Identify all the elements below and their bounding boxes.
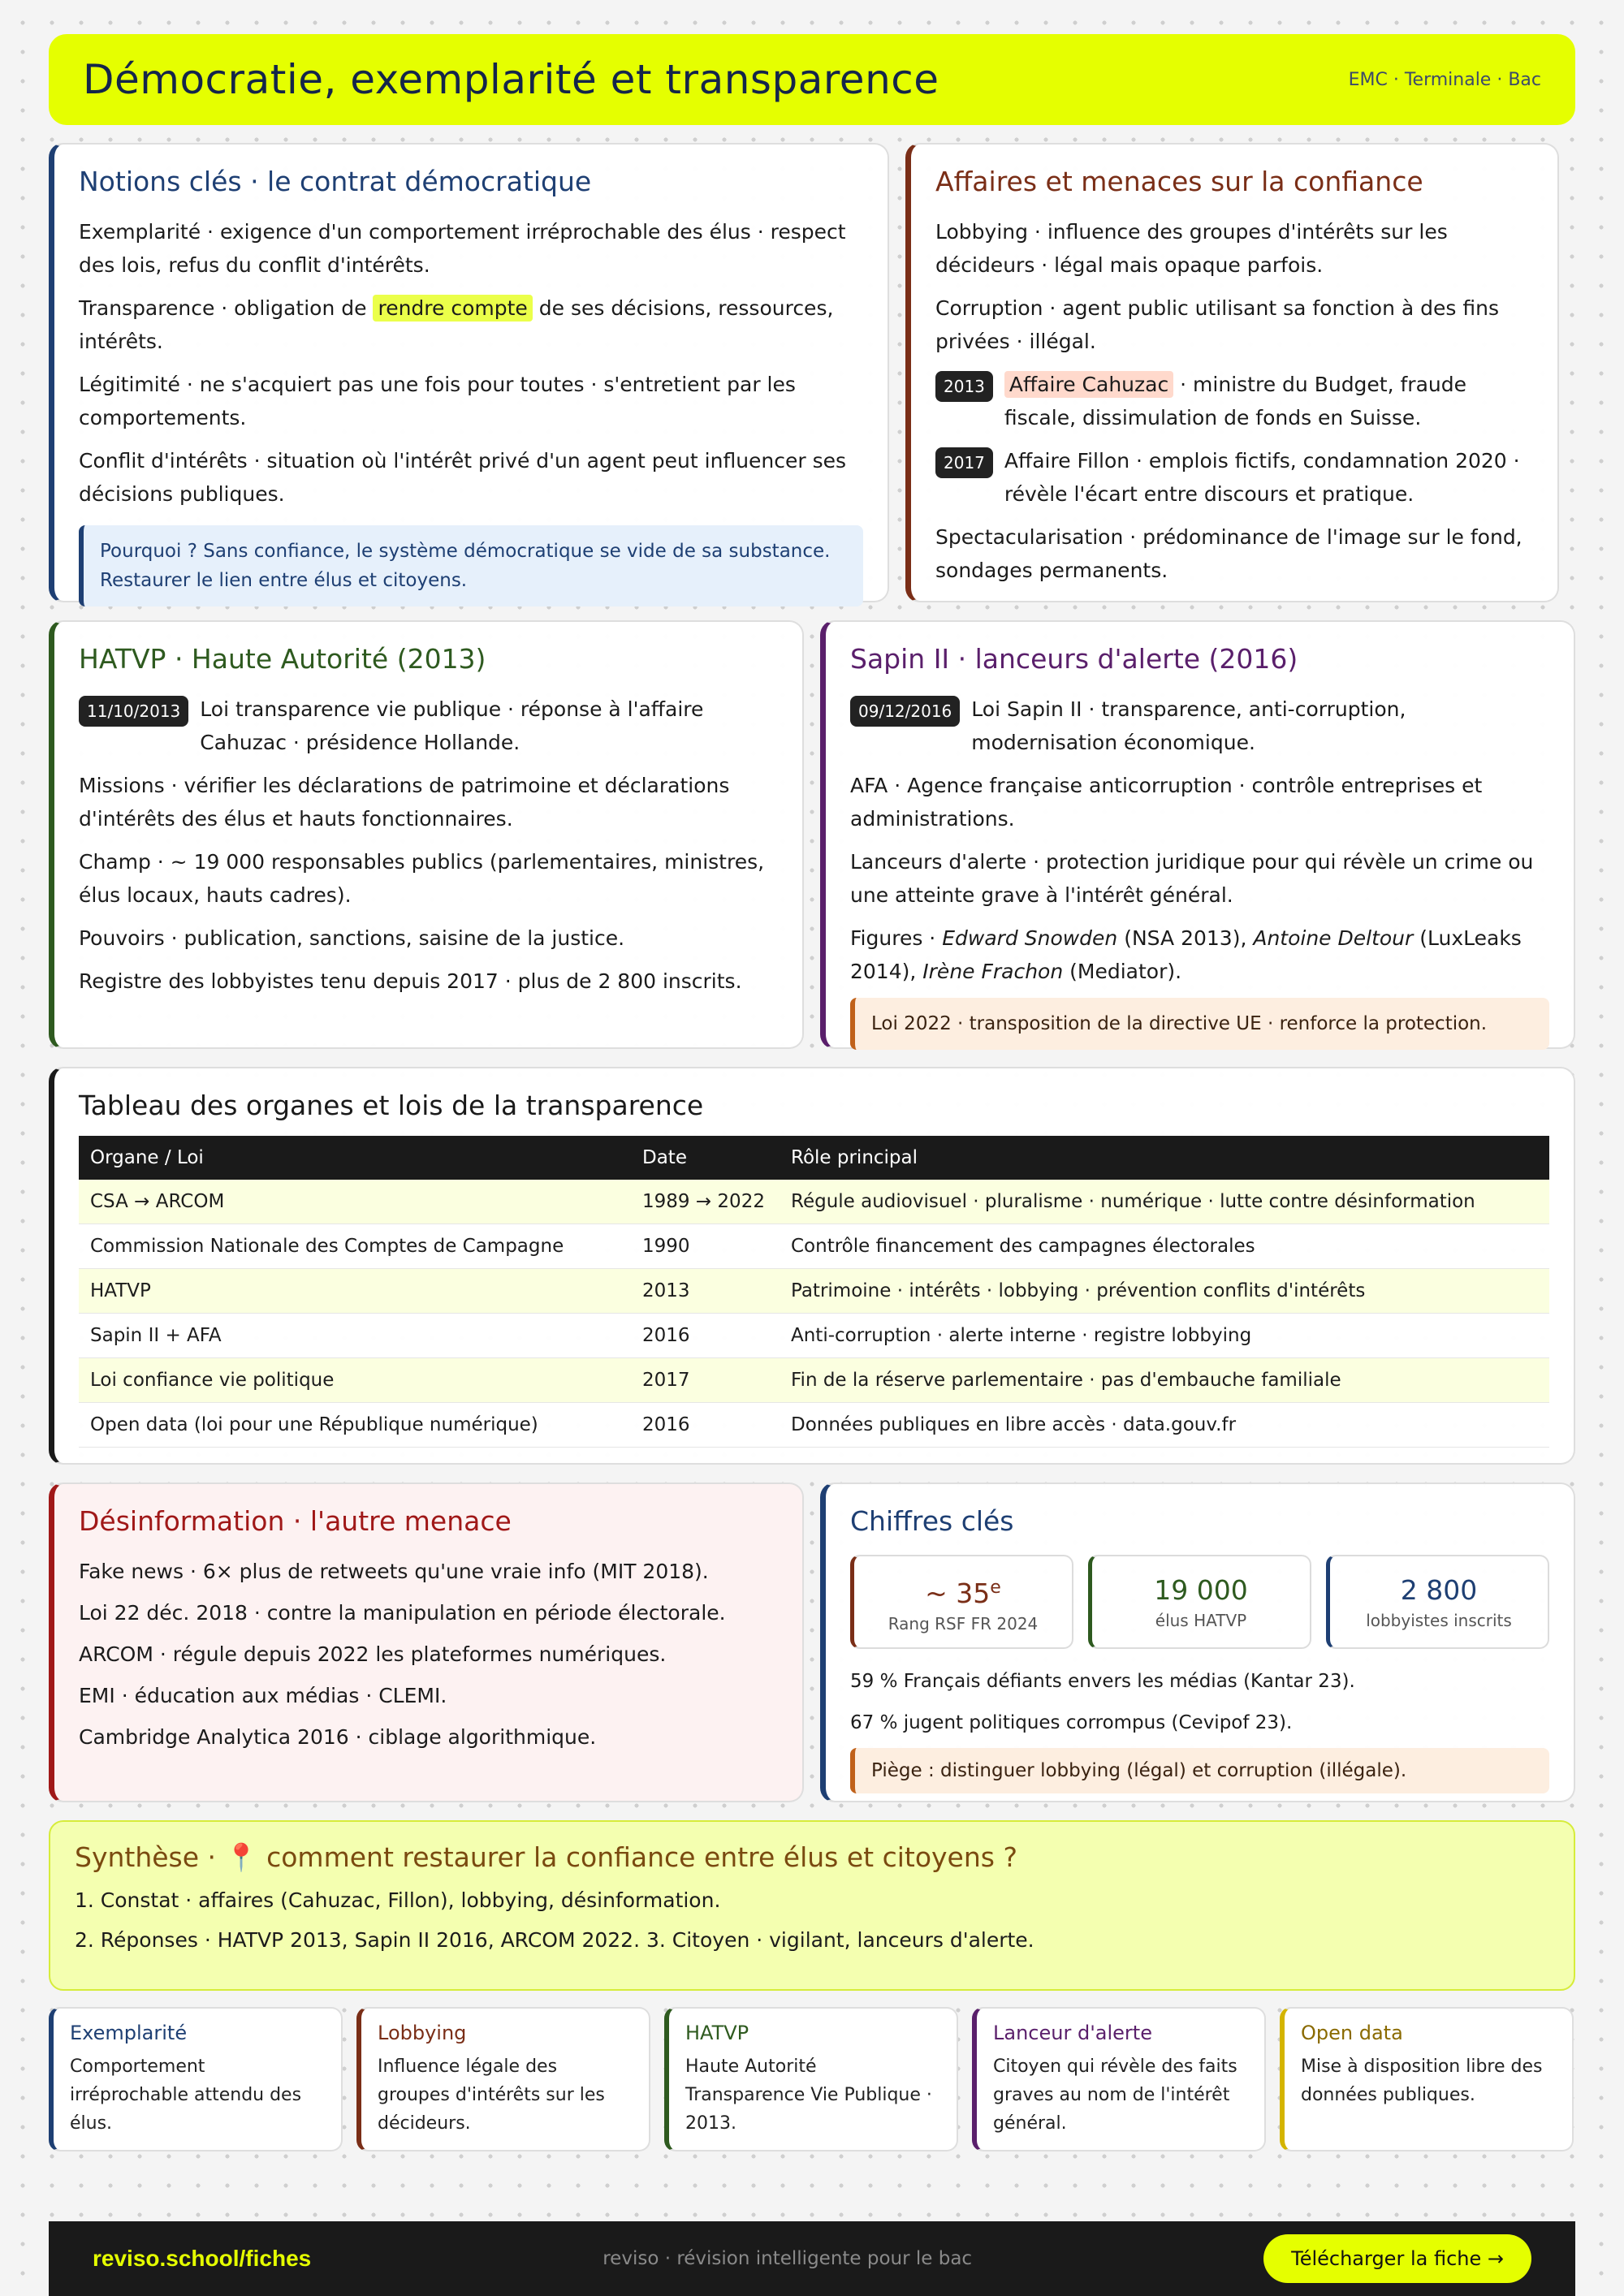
table-cell: Fin de la réserve parlementaire · pas d'embauche familiale xyxy=(780,1358,1549,1403)
table-cell: Sapin II + AFA xyxy=(79,1314,631,1358)
stat-line: 59 % Français défiants envers les médias (Kantar 23). xyxy=(850,1671,1355,1692)
page-header xyxy=(49,34,1575,125)
table-row xyxy=(79,1224,1549,1269)
table-cell: Contrôle financement des campagnes électorales xyxy=(780,1224,1549,1269)
hatvp-loi: 11/10/2013 Loi transparence vie publique · réponse à l'affaire Cahuzac · présidence Hollande. xyxy=(79,693,778,759)
stat-value: ~ 35 xyxy=(925,1577,991,1609)
table-cell: 2017 xyxy=(631,1358,780,1403)
stat-value: 19 000 xyxy=(1154,1574,1248,1606)
date-badge: 09/12/2016 xyxy=(850,696,960,727)
glossary-term: HATVP xyxy=(685,2022,749,2044)
column-header: Rôle principal xyxy=(791,1147,918,1168)
affaire-fillon: 2017 Affaire Fillon · emplois fictifs, condamnation 2020 · révèle l'écart entre discours et pratique. xyxy=(935,444,1533,511)
glossary-card xyxy=(1280,2007,1574,2151)
stat-line: 67 % jugent politiques corrompus (Cevipof 23). xyxy=(850,1712,1293,1733)
table-row xyxy=(79,1403,1549,1448)
glossary-term: Lanceur d'alerte xyxy=(993,2022,1152,2044)
table-row xyxy=(79,1180,1549,1224)
desinfo-item: Cambridge Analytica 2016 · ciblage algorithmique. xyxy=(79,1725,597,1749)
organes-table xyxy=(79,1136,1549,1448)
affaire-cahuzac: 2013 Affaire Cahuzac · ministre du Budget, fraude fiscale, dissimulation de fonds en Suisse. xyxy=(935,368,1533,434)
sapin-lanceurs: Lanceurs d'alerte · protection juridique pour qui révèle un crime ou une atteinte grave à l'intérêt général. xyxy=(850,850,1534,907)
table-cell: Données publiques en libre accès · data.gouv.fr xyxy=(780,1403,1549,1448)
desinfo-item: Fake news · 6× plus de retweets qu'une vraie info (MIT 2018). xyxy=(79,1560,709,1583)
stat-label: élus HATVP xyxy=(1155,1611,1247,1630)
download-button[interactable]: Télécharger la fiche → xyxy=(1263,2234,1531,2283)
note-loi-2022: Loi 2022 · transposition de la directive UE · renforce la protection. xyxy=(850,998,1549,1050)
card-notions xyxy=(49,143,889,602)
affaire-spectacularisation: Spectacularisation · prédominance de l'image sur le fond, sondages permanents. xyxy=(935,525,1522,582)
sapin-figures: Figures · Edward Snowden (NSA 2013), Antoine Deltour (LuxLeaks 2014), Irène Frachon (Mediator). xyxy=(850,926,1522,983)
site-link[interactable]: reviso.school/fiches xyxy=(93,2246,312,2271)
table-cell: Loi confiance vie politique xyxy=(79,1358,631,1403)
sapin-afa: AFA · Agence française anticorruption · contrôle entreprises et administrations. xyxy=(850,774,1483,831)
table-cell: Anti-corruption · alerte interne · registre lobbying xyxy=(780,1314,1549,1358)
desinfo-item: EMI · éducation aux médias · CLEMI. xyxy=(79,1684,447,1707)
stat-lobbyistes xyxy=(1326,1555,1549,1649)
table-cell: 2016 xyxy=(631,1314,780,1358)
stat-label: Rang RSF FR 2024 xyxy=(888,1613,1039,1634)
hatvp-missions: Missions · vérifier les déclarations de patrimoine et déclarations d'intérêts des élus et hauts fonctionnaires. xyxy=(79,774,730,831)
stat-rang-rsf: ~ 35e Rang RSF FR 2024 xyxy=(850,1555,1073,1649)
sapin-loi: 09/12/2016 Loi Sapin II · transparence, anti-corruption, modernisation économique. xyxy=(850,693,1549,759)
desinfo-item: ARCOM · régule depuis 2022 les plateformes numériques. xyxy=(79,1642,667,1666)
stat-label: lobbyistes inscrits xyxy=(1366,1611,1512,1630)
card-title: Affaires et menaces sur la confiance xyxy=(935,166,1423,197)
date-badge: 2017 xyxy=(935,447,993,478)
affaire-lobbying: Lobbying · influence des groupes d'intérêts sur les décideurs · légal mais opaque parfois. xyxy=(935,220,1448,277)
column-header: Date xyxy=(642,1147,687,1168)
glossary-card xyxy=(356,2007,650,2151)
pin-icon: 📍 xyxy=(224,1841,258,1873)
date-badge: 11/10/2013 xyxy=(79,696,188,727)
subject-tags: EMC · Terminale · Bac xyxy=(1348,69,1541,90)
table-header-row xyxy=(79,1136,1549,1180)
hatvp-champ: Champ · ~ 19 000 responsables publics (parlementaires, ministres, élus locaux, hauts cadres). xyxy=(79,850,765,907)
glossary-definition: Haute Autorité Transparence Vie Publique · 2013. xyxy=(685,2056,932,2134)
page-title: Démocratie, exemplarité et transparence xyxy=(83,56,939,103)
footer-tagline: reviso · révision intelligente pour le bac xyxy=(603,2248,973,2269)
table-cell: Commission Nationale des Comptes de Campagne xyxy=(79,1224,631,1269)
notion-transparence: Transparence · obligation de rendre compte de ses décisions, ressources, intérêts. xyxy=(79,296,834,353)
card-sapin xyxy=(820,620,1575,1049)
note-piege: Piège : distinguer lobbying (légal) et corruption (illégale). xyxy=(850,1748,1549,1793)
glossary-definition: Citoyen qui révèle des faits graves au nom de l'intérêt général. xyxy=(993,2056,1237,2134)
synthese-title: Synthèse · 📍 comment restaurer la confiance entre élus et citoyens ? xyxy=(75,1841,1017,1873)
table-cell: Régule audiovisuel · pluralisme · numérique · lutte contre désinformation xyxy=(780,1180,1549,1224)
table-row xyxy=(79,1358,1549,1403)
glossary-definition: Influence légale des groupes d'intérêts sur les décideurs. xyxy=(378,2056,605,2134)
notion-conflit: Conflit d'intérêts · situation où l'intérêt privé d'un agent peut influencer ses décisions publiques. xyxy=(79,449,847,506)
glossary-definition: Comportement irréprochable attendu des élus. xyxy=(70,2056,302,2134)
synthese-line: 1. Constat · affaires (Cahuzac, Fillon), lobbying, désinformation. xyxy=(75,1888,721,1912)
card-title: Désinformation · l'autre menace xyxy=(79,1505,512,1537)
hatvp-registre: Registre des lobbyistes tenu depuis 2017 · plus de 2 800 inscrits. xyxy=(79,969,742,993)
card-hatvp xyxy=(49,620,804,1049)
highlight-marker: rendre compte xyxy=(373,295,532,322)
date-badge: 2013 xyxy=(935,371,993,402)
hatvp-pouvoirs: Pouvoirs · publication, sanctions, saisine de la justice. xyxy=(79,926,625,950)
glossary-card xyxy=(664,2007,958,2151)
card-title: Tableau des organes et lois de la transparence xyxy=(79,1090,704,1121)
glossary-card xyxy=(972,2007,1266,2151)
notion-legitimite: Légitimité · ne s'acquiert pas une fois pour toutes · s'entretient par les comportements. xyxy=(79,373,796,429)
table-cell: CSA → ARCOM xyxy=(79,1180,631,1224)
page-footer xyxy=(49,2221,1575,2296)
table-cell: 1989 → 2022 xyxy=(631,1180,780,1224)
glossary-term: Open data xyxy=(1301,2022,1403,2044)
card-title: Chiffres clés xyxy=(850,1505,1014,1537)
card-desinformation xyxy=(49,1482,804,1802)
glossary-card xyxy=(49,2007,343,2151)
table-row xyxy=(79,1314,1549,1358)
synthese-line: 2. Réponses · HATVP 2013, Sapin II 2016, ARCOM 2022. 3. Citoyen · vigilant, lanceurs d'alerte. xyxy=(75,1928,1034,1952)
card-title: HATVP · Haute Autorité (2013) xyxy=(79,643,486,675)
card-title: Sapin II · lanceurs d'alerte (2016) xyxy=(850,643,1298,675)
stats-row xyxy=(850,1555,1549,1649)
glossary-term: Exemplarité xyxy=(70,2022,188,2044)
card-synthese xyxy=(49,1820,1575,1991)
glossary-term: Lobbying xyxy=(378,2022,467,2044)
stat-elus-hatvp xyxy=(1088,1555,1311,1649)
card-table xyxy=(49,1067,1575,1465)
table-cell: Open data (loi pour une République numérique) xyxy=(79,1403,631,1448)
notion-exemplarite: Exemplarité · exigence d'un comportement irréprochable des élus · respect des lois, refus du conflit d'intérêts. xyxy=(79,220,846,277)
glossary-definition: Mise à disposition libre des données publiques. xyxy=(1301,2056,1543,2105)
card-title: Notions clés · le contrat démocratique xyxy=(79,166,592,197)
stat-value: 2 800 xyxy=(1400,1574,1478,1606)
table-cell: 2013 xyxy=(631,1269,780,1314)
desinfo-item: Loi 22 déc. 2018 · contre la manipulation en période électorale. xyxy=(79,1601,726,1625)
table-cell: HATVP xyxy=(79,1269,631,1314)
affaire-corruption: Corruption · agent public utilisant sa fonction à des fins privées · illégal. xyxy=(935,296,1499,353)
note-pourquoi: Pourquoi ? Sans confiance, le système démocratique se vide de sa substance. Restaurer le lien entre élus et citoyens. xyxy=(79,525,863,606)
table-cell: 1990 xyxy=(631,1224,780,1269)
table-row xyxy=(79,1269,1549,1314)
table-cell: 2016 xyxy=(631,1403,780,1448)
column-header: Organe / Loi xyxy=(90,1147,204,1168)
card-chiffres xyxy=(820,1482,1575,1802)
card-affaires xyxy=(905,143,1559,602)
table-cell: Patrimoine · intérêts · lobbying · prévention conflits d'intérêts xyxy=(780,1269,1549,1314)
